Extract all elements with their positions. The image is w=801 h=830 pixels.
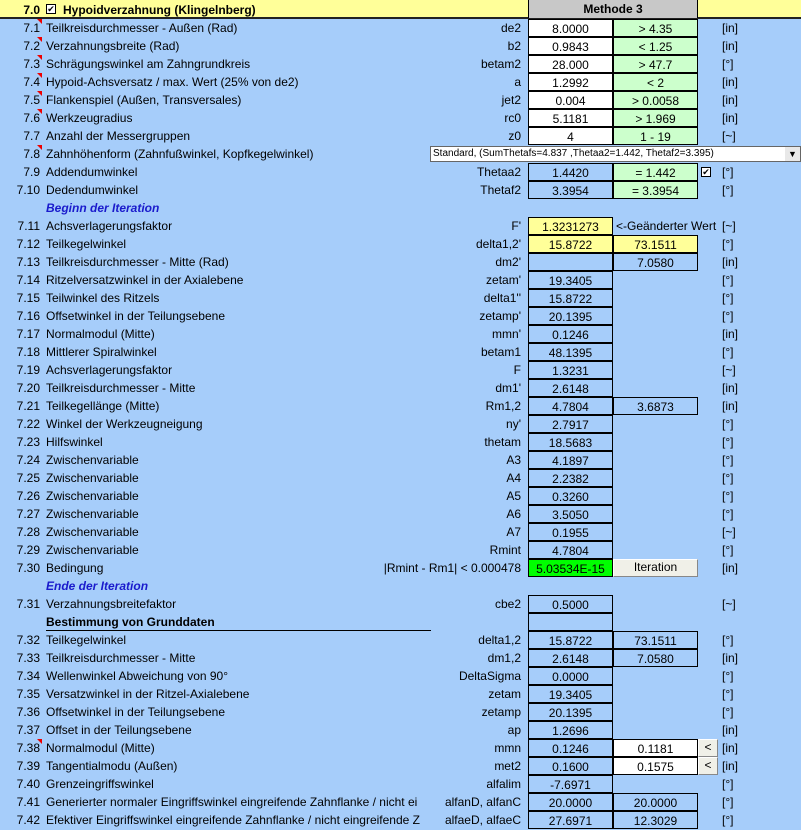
row-symbol: Rmint <box>489 543 521 557</box>
value-cell: 27.6971 <box>528 811 613 829</box>
row-number: 7.29 <box>16 543 40 557</box>
row-label: Zwischenvariable <box>46 489 139 503</box>
row-label: Versatzwinkel in der Ritzel-Axialebene <box>46 687 250 701</box>
value-cell: 20.1395 <box>528 703 613 721</box>
row-label: Teilkegellänge (Mitte) <box>46 399 160 413</box>
row-number: 7.37 <box>16 723 40 737</box>
unit-label: [°] <box>722 435 734 449</box>
row-label: Verzahnungsbreite (Rad) <box>46 39 180 53</box>
value-cell: 15.8722 <box>528 289 613 307</box>
unit-label: [in] <box>722 327 739 341</box>
value-cell: 3.3954 <box>528 181 613 199</box>
table-row <box>0 91 801 109</box>
row-label: Zwischenvariable <box>46 543 139 557</box>
row-symbol: delta1'' <box>483 291 521 305</box>
section-row <box>0 577 801 595</box>
limit-cell: 3.6873 <box>613 397 698 415</box>
row-label: Hilfswinkel <box>46 435 103 449</box>
table-row <box>0 775 801 793</box>
row-label: Offsetwinkel in der Teilungsebene <box>46 705 226 719</box>
value-cell: 1.3231273 <box>528 217 613 235</box>
table-row <box>0 649 801 667</box>
row-number: 7.41 <box>16 795 40 809</box>
unit-label: [°] <box>722 633 734 647</box>
table-row <box>0 721 801 739</box>
unit-label: [°] <box>722 813 734 827</box>
row-symbol: rc0 <box>504 111 521 125</box>
row-label: Teilkegelwinkel <box>46 633 127 647</box>
value-cell: 2.7917 <box>528 415 613 433</box>
value-cell: 3.5050 <box>528 505 613 523</box>
table-row <box>0 757 801 775</box>
value-cell: 2.6148 <box>528 649 613 667</box>
value-cell: 1.3231 <box>528 361 613 379</box>
tooth-height-form-dropdown[interactable] <box>430 146 801 162</box>
row-number: 7.35 <box>16 687 40 701</box>
value-cell: 19.3405 <box>528 271 613 289</box>
row-label: Teilkreisdurchmesser - Mitte <box>46 651 196 665</box>
unit-label: [in] <box>722 561 739 575</box>
table-row <box>0 73 801 91</box>
unit-label: [°] <box>722 273 734 287</box>
table-row <box>0 667 801 685</box>
limit-cell: 7.0580 <box>613 253 698 271</box>
row-label: Winkel der Werkzeugneigung <box>46 417 203 431</box>
unit-label: [in] <box>722 399 739 413</box>
limit-cell: > 4.35 <box>613 19 698 37</box>
row-symbol: mmn <box>494 741 521 755</box>
unit-label: [in] <box>722 759 739 773</box>
value-cell: 0.5000 <box>528 595 613 613</box>
value-cell: 0.3260 <box>528 487 613 505</box>
row-label: Wellenwinkel Abweichung von 90° <box>46 669 229 683</box>
row-number: 7.17 <box>16 327 40 341</box>
row-symbol: z0 <box>508 129 521 143</box>
row-symbol: delta1,2 <box>478 633 521 647</box>
table-row <box>0 271 801 289</box>
limit-cell: = 3.3954 <box>613 181 698 199</box>
row-number: 7.19 <box>16 363 40 377</box>
row-label: Teilkegelwinkel <box>46 237 127 251</box>
row-number: 7.7 <box>23 129 40 143</box>
table-row <box>0 235 801 253</box>
chevron-down-icon[interactable]: ▼ <box>785 147 800 161</box>
unit-label: [in] <box>722 111 739 125</box>
table-row <box>0 469 801 487</box>
limit-cell: < 2 <box>613 73 698 91</box>
row-label: Zwischenvariable <box>46 507 139 521</box>
table-row <box>0 109 801 127</box>
table-row <box>0 55 801 73</box>
row-label: Bedingung <box>46 561 104 575</box>
row-number: 7.13 <box>16 255 40 269</box>
table-row <box>0 685 801 703</box>
unit-label: [°] <box>722 183 734 197</box>
table-row <box>0 307 801 325</box>
table-row <box>0 595 801 613</box>
row-symbol: Thetaa2 <box>476 165 521 179</box>
row-symbol: zetamp <box>481 705 521 719</box>
iteration-button[interactable]: Iteration <box>613 559 698 577</box>
row-label: Flankenspiel (Außen, Transversales) <box>46 93 242 107</box>
row-number: 7.2 <box>23 39 40 53</box>
row-number: 7.6 <box>23 111 40 125</box>
row-number: 7.18 <box>16 345 40 359</box>
comment-indicator-icon <box>37 739 42 744</box>
limit-cell: > 47.7 <box>613 55 698 73</box>
dropdown-value: Standard, (SumThetafs=4.837 ,Thetaa2=1.442, Thetaf2=3.395) <box>433 148 714 159</box>
section-number: 7.0 <box>23 3 40 17</box>
row-number: 7.10 <box>16 183 40 197</box>
value-cell: 48.1395 <box>528 343 613 361</box>
unit-label: [°] <box>722 453 734 467</box>
row-symbol: ap <box>507 723 521 737</box>
row-number: 7.36 <box>16 705 40 719</box>
row-symbol: mmn' <box>492 327 521 341</box>
value-cell: 1.2696 <box>528 721 613 739</box>
value-cell: 2.2382 <box>528 469 613 487</box>
row-symbol: Thetaf2 <box>480 183 521 197</box>
table-row <box>0 397 801 415</box>
value-cell: 0.0000 <box>528 667 613 685</box>
row-number: 7.15 <box>16 291 40 305</box>
row-label: Werkzeugradius <box>46 111 133 125</box>
value-cell[interactable]: 1.2992 <box>528 73 613 91</box>
row-number: 7.8 <box>23 147 40 161</box>
table-row <box>0 739 801 757</box>
unit-label: [°] <box>722 489 734 503</box>
table-row <box>0 343 801 361</box>
value-cell: 15.8722 <box>528 235 613 253</box>
unit-label: [°] <box>722 795 734 809</box>
row-number: 7.39 <box>16 759 40 773</box>
table-row <box>0 253 801 271</box>
unit-label: [°] <box>722 291 734 305</box>
section-label: Bestimmung von Grunddaten <box>46 613 431 631</box>
limit-cell[interactable]: 0.1575 <box>613 757 698 775</box>
row-number: 7.16 <box>16 309 40 323</box>
row-symbol: DeltaSigma <box>458 669 521 683</box>
unit-label: [°] <box>722 345 734 359</box>
value-cell: 4.7804 <box>528 541 613 559</box>
row-label: Zwischenvariable <box>46 453 139 467</box>
table-row <box>0 415 801 433</box>
value-cell: -7.6971 <box>528 775 613 793</box>
row-symbol: b2 <box>507 39 521 53</box>
limit-cell[interactable]: 0.1181 <box>613 739 698 757</box>
row-number: 7.4 <box>23 75 40 89</box>
table-row <box>0 433 801 451</box>
value-cell: 20.0000 <box>528 793 613 811</box>
comment-indicator-icon <box>37 19 42 24</box>
unit-label: [°] <box>722 471 734 485</box>
table-row <box>0 361 801 379</box>
row-number: 7.26 <box>16 489 40 503</box>
row-label: Mittlerer Spiralwinkel <box>46 345 157 359</box>
row-label: Ritzelversatzwinkel in der Axialebene <box>46 273 244 287</box>
section-label: Ende der Iteration <box>46 579 149 593</box>
value-cell: 2.6148 <box>528 379 613 397</box>
section-row <box>0 199 801 217</box>
row-number: 7.42 <box>16 813 40 827</box>
row-label: Zwischenvariable <box>46 471 139 485</box>
row-label: Normalmodul (Mitte) <box>46 327 155 341</box>
unit-label: [~] <box>722 525 736 539</box>
unit-label: [°] <box>722 777 734 791</box>
value-cell: 5.03534E-15 <box>528 559 613 577</box>
limit-cell: 7.0580 <box>613 649 698 667</box>
table-row <box>0 37 801 55</box>
row-label: Offsetwinkel in der Teilungsebene <box>46 309 226 323</box>
row-number: 7.24 <box>16 453 40 467</box>
value-cell: 1.4420 <box>528 163 613 181</box>
table-row <box>0 289 801 307</box>
row-number: 7.20 <box>16 381 40 395</box>
table-row <box>0 451 801 469</box>
row-symbol: zetamp' <box>479 309 521 323</box>
row-symbol: met2 <box>494 759 521 773</box>
row-symbol: A6 <box>506 507 521 521</box>
row-symbol: alfaeD, alfaeC <box>444 813 521 827</box>
row-number: 7.28 <box>16 525 40 539</box>
value-cell[interactable]: 8.0000 <box>528 19 613 37</box>
unit-label: [°] <box>722 543 734 557</box>
row-number: 7.33 <box>16 651 40 665</box>
unit-label: [in] <box>722 255 739 269</box>
limit-cell: > 1.969 <box>613 109 698 127</box>
limit-cell: > 0.0058 <box>613 91 698 109</box>
limit-cell: < 1.25 <box>613 37 698 55</box>
value-cell: 4.1897 <box>528 451 613 469</box>
unit-label: [~] <box>722 597 736 611</box>
table-row <box>0 793 801 811</box>
unit-label: [in] <box>722 381 739 395</box>
unit-label: [°] <box>722 507 734 521</box>
limit-cell: = 1.442 <box>613 163 698 181</box>
row-number: 7.32 <box>16 633 40 647</box>
section-checkbox[interactable]: ✔ <box>47 4 55 14</box>
row-label: Dedendumwinkel <box>46 183 139 197</box>
value-cell[interactable]: 0.004 <box>528 91 613 109</box>
section-label: Beginn der Iteration <box>46 201 160 215</box>
unit-label: [°] <box>722 417 734 431</box>
row-label: Normalmodul (Mitte) <box>46 741 155 755</box>
table-row <box>0 631 801 649</box>
value-cell-empty <box>528 613 613 631</box>
table-row <box>0 559 801 577</box>
row-symbol: F' <box>511 219 521 233</box>
row-label: Teilkreisdurchmesser - Mitte (Rad) <box>46 255 229 269</box>
value-cell[interactable]: 28.000 <box>528 55 613 73</box>
row-number: 7.1 <box>23 21 40 35</box>
table-row <box>0 181 801 199</box>
changed-value-note: <-Geänderter Wert <box>616 219 717 233</box>
value-cell[interactable]: 5.1181 <box>528 109 613 127</box>
limit-cell: 20.0000 <box>613 793 698 811</box>
unit-label: [in] <box>722 93 739 107</box>
row-symbol: a <box>514 75 521 89</box>
row-symbol: |Rmint - Rm1| < 0.000478 <box>383 561 521 575</box>
unit-label: [°] <box>722 309 734 323</box>
row-symbol: F <box>513 363 521 377</box>
row-number: 7.14 <box>16 273 40 287</box>
row-number: 7.5 <box>23 93 40 107</box>
value-cell[interactable]: 0.9843 <box>528 37 613 55</box>
row-label: Teilkreisdurchmesser - Außen (Rad) <box>46 21 238 35</box>
value-cell: 18.5683 <box>528 433 613 451</box>
section-header <box>0 0 801 19</box>
row-label: Tangentialmodu (Außen) <box>46 759 178 773</box>
unit-label: [in] <box>722 75 739 89</box>
row-symbol: alfalim <box>486 777 521 791</box>
row-symbol: A7 <box>506 525 521 539</box>
row-number: 7.34 <box>16 669 40 683</box>
table-row <box>0 811 801 829</box>
row-symbol: A5 <box>506 489 521 503</box>
comment-indicator-icon <box>37 145 42 150</box>
limit-cell: 12.3029 <box>613 811 698 829</box>
table-row <box>0 145 801 163</box>
unit-label: [in] <box>722 723 739 737</box>
table-row <box>0 487 801 505</box>
value-cell: 4.7804 <box>528 397 613 415</box>
table-row <box>0 703 801 721</box>
row-label: Hypoid-Achsversatz / max. Wert (25% von de2) <box>46 75 299 89</box>
row-label: Achsverlagerungsfaktor <box>46 363 173 377</box>
row-symbol: A3 <box>506 453 521 467</box>
value-cell: 0.1600 <box>528 757 613 775</box>
row-number: 7.21 <box>16 399 40 413</box>
row-symbol: zetam' <box>486 273 521 287</box>
table-row <box>0 523 801 541</box>
table-row <box>0 505 801 523</box>
row-number: 7.22 <box>16 417 40 431</box>
row-number: 7.12 <box>16 237 40 251</box>
unit-label: [°] <box>722 687 734 701</box>
row-label: Teilkreisdurchmesser - Mitte <box>46 381 196 395</box>
table-row <box>0 127 801 145</box>
value-cell <box>528 253 613 271</box>
table-row <box>0 325 801 343</box>
row-symbol: A4 <box>506 471 521 485</box>
table-row <box>0 163 801 181</box>
row-label: Offset in der Teilungsebene <box>46 723 192 737</box>
row-number: 7.30 <box>16 561 40 575</box>
row-number: 7.38 <box>16 741 40 755</box>
row-number: 7.31 <box>16 597 40 611</box>
row-symbol: dm1' <box>495 381 521 395</box>
limit-cell: 73.1511 <box>613 235 698 253</box>
lock-checkbox[interactable]: ✔ <box>702 167 710 177</box>
row-label: Addendumwinkel <box>46 165 138 179</box>
row-symbol: ny' <box>506 417 521 431</box>
row-label: Grenzeingriffswinkel <box>46 777 154 791</box>
parameter-table <box>0 19 801 829</box>
unit-label: [in] <box>722 21 739 35</box>
value-cell: 19.3405 <box>528 685 613 703</box>
apply-value-button[interactable]: < <box>698 739 718 757</box>
row-label: Verzahnungsbreitefaktor <box>46 597 177 611</box>
value-cell: 15.8722 <box>528 631 613 649</box>
row-symbol: betam2 <box>480 57 521 71</box>
method-header: Methode 3 <box>528 0 698 18</box>
apply-value-button[interactable]: < <box>698 757 718 775</box>
unit-label: [in] <box>722 741 739 755</box>
unit-label: [°] <box>722 165 734 179</box>
section-title: Hypoidverzahnung (Klingelnberg) <box>63 3 256 17</box>
value-cell: 20.1395 <box>528 307 613 325</box>
unit-label: [°] <box>722 669 734 683</box>
row-number: 7.40 <box>16 777 40 791</box>
comment-indicator-icon <box>37 37 42 42</box>
row-symbol: dm2' <box>495 255 521 269</box>
section-row <box>0 613 801 631</box>
row-label: Efektiver Eingriffswinkel eingreifende Zahnflanke / nicht eingreifende Z <box>46 813 420 827</box>
row-symbol: de2 <box>500 21 521 35</box>
comment-indicator-icon <box>37 73 42 78</box>
table-row <box>0 379 801 397</box>
row-number: 7.9 <box>23 165 40 179</box>
table-row <box>0 19 801 37</box>
unit-label: [in] <box>722 39 739 53</box>
row-number: 7.23 <box>16 435 40 449</box>
value-cell: 0.1955 <box>528 523 613 541</box>
row-number: 7.25 <box>16 471 40 485</box>
row-number: 7.3 <box>23 57 40 71</box>
value-cell[interactable]: 4 <box>528 127 613 145</box>
limit-cell: 1 - 19 <box>613 127 698 145</box>
row-symbol: alfanD, alfanC <box>444 795 521 809</box>
row-label: Zahnhöhenform (Zahnfußwinkel, Kopfkegelwinkel) <box>46 147 314 161</box>
unit-label: [°] <box>722 237 734 251</box>
row-label: Schrägungswinkel am Zahngrundkreis <box>46 57 251 71</box>
row-number: 7.11 <box>17 219 40 233</box>
value-cell: 0.1246 <box>528 739 613 757</box>
comment-indicator-icon <box>37 55 42 60</box>
row-symbol: betam1 <box>480 345 521 359</box>
table-row <box>0 541 801 559</box>
limit-cell: 73.1511 <box>613 631 698 649</box>
row-symbol: Rm1,2 <box>485 399 521 413</box>
unit-label: [in] <box>722 651 739 665</box>
table-row <box>0 217 801 235</box>
row-symbol: jet2 <box>501 93 521 107</box>
unit-label: [~] <box>722 129 736 143</box>
row-symbol: thetam <box>484 435 521 449</box>
row-label: Zwischenvariable <box>46 525 139 539</box>
row-symbol: cbe2 <box>494 597 521 611</box>
row-symbol: delta1,2' <box>476 237 521 251</box>
row-number: 7.27 <box>16 507 40 521</box>
row-label: Generierter normaler Eingriffswinkel eingreifende Zahnflanke / nicht ei <box>46 795 418 809</box>
value-cell: 0.1246 <box>528 325 613 343</box>
comment-indicator-icon <box>37 109 42 114</box>
row-symbol: dm1,2 <box>487 651 521 665</box>
comment-indicator-icon <box>37 91 42 96</box>
row-label: Achsverlagerungsfaktor <box>46 219 173 233</box>
row-symbol: zetam <box>488 687 521 701</box>
row-label: Teilwinkel des Ritzels <box>46 291 160 305</box>
row-label: Anzahl der Messergruppen <box>46 129 191 143</box>
unit-label: [~] <box>722 363 736 377</box>
unit-label: [~] <box>722 219 736 233</box>
unit-label: [°] <box>722 705 734 719</box>
unit-label: [°] <box>722 57 734 71</box>
